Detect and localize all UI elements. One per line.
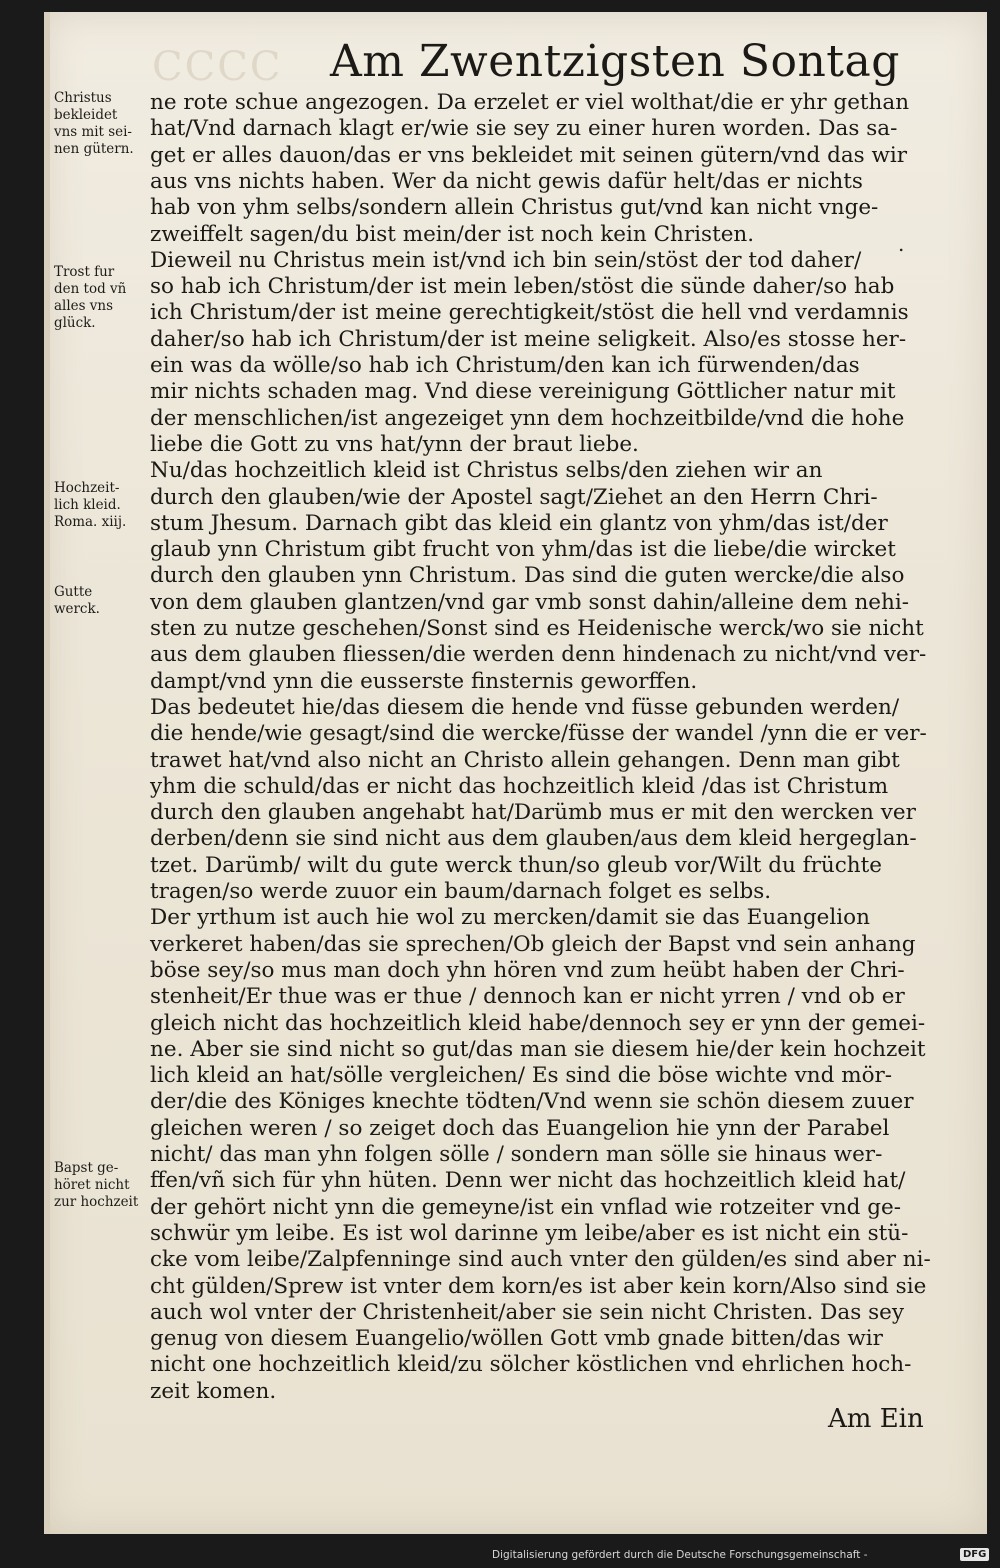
note-line: vns mit sei- (54, 124, 132, 140)
bleed-through-text: CCCC (152, 44, 283, 90)
text-line: aus vns nichts haben. Wer da nicht gewis dafür helt/das er nichts (150, 168, 863, 194)
side-note-gutte-werck (54, 584, 158, 618)
footer-credit: Digitalisierung gefördert durch die Deutsche Forschungsgemeinschaft - (492, 1549, 868, 1561)
note-line: den tod vñ (54, 281, 127, 297)
text-line: derben/denn sie sind nicht aus dem glauben/aus dem kleid hergeglan- (150, 826, 917, 852)
text-line: nicht one hochzeitlich kleid/zu sölcher köstlichen vnd ehrlichen hoch- (150, 1352, 912, 1378)
note-line: bekleidet (54, 107, 118, 123)
note-line: Roma. xiij. (54, 514, 127, 530)
note-line: Christus (54, 90, 112, 106)
note-line: glück. (54, 315, 96, 331)
text-line: Der yrthum ist auch hie wol zu mercken/damit sie das Euangelion (150, 905, 870, 931)
text-line: cke vom leibe/Zalpfenninge sind auch vnter den gülden/es sind aber ni- (150, 1247, 931, 1273)
text-line: die hende/wie gesagt/sind die wercke/füsse der wandel /ynn die er ver- (150, 721, 927, 747)
text-line: ffen/vñ sich für yhn hüten. Denn wer nicht das hochzeitlich kleid hat/ (150, 1168, 906, 1194)
text-line: ne. Aber sie sind nicht so gut/das man sie diesem hie/der kein hochzeit (150, 1036, 926, 1062)
text-line: der/die des Königes knechte tödten/Vnd wenn sie schön diesem zuuer (150, 1089, 914, 1115)
note-line: lich kleid. (54, 497, 121, 513)
note-line: Gutte (54, 584, 93, 600)
text-line: so hab ich Christum/der ist mein leben/stöst die sünde daher/so hab (150, 274, 895, 300)
side-note-trost (54, 264, 158, 332)
text-line: hab von yhm selbs/sondern allein Christus gut/vnd kan nicht vnge- (150, 195, 879, 221)
running-head: Am Zwentzigsten Sontag (330, 36, 900, 87)
text-line: von dem glauben glantzen/vnd gar vmb sonst dahin/alleine dem nehi- (150, 589, 910, 615)
text-line: zeit komen. (150, 1378, 277, 1404)
text-line: hat/Vnd darnach klagt er/wie sie sey zu einer huren worden. Das sa- (150, 116, 898, 142)
text-line: dampt/vnd ynn die eusserste finsternis geworffen. (150, 668, 698, 694)
text-line: durch den glauben/wie der Apostel sagt/Ziehet an den Herrn Chri- (150, 484, 878, 510)
text-line: stum Jhesum. Darnach gibt das kleid ein glantz von yhm/das ist/der (150, 510, 888, 536)
text-line: yhm die schuld/das er nicht das hochzeitlich kleid /das ist Christum (150, 773, 889, 799)
text-line: glaub ynn Christum gibt frucht von yhm/das ist die liebe/die wircket (150, 537, 896, 563)
note-line: Bapst ge- (54, 1160, 119, 1176)
side-note-hochzeit (54, 480, 158, 531)
text-line: cht gülden/Sprew ist vnter dem korn/es ist aber kein korn/Also sind sie (150, 1273, 927, 1299)
text-line: lich kleid an hat/sölle vergleichen/ Es sind die böse wichte vnd mör- (150, 1063, 893, 1089)
text-line: genug von diesem Euangelio/wöllen Gott vmb gnade bitten/das wir (150, 1326, 883, 1352)
text-line: durch den glauben ynn Christum. Das sind die guten wercke/die also (150, 563, 905, 589)
text-line: der gehört nicht ynn die gemeyne/ist ein vnflad wie rotzeiter vnd ge- (150, 1194, 901, 1220)
text-line: aus dem glauben fliessen/die werden denn hindenach zu nicht/vnd ver- (150, 642, 927, 668)
stray-mark: . (898, 232, 905, 256)
text-line: der menschlichen/ist angezeiget ynn dem hochzeitbilde/vnd die hohe (150, 405, 905, 431)
text-line: zweiffelt sagen/du bist mein/der ist noch kein Christen. (150, 221, 755, 247)
text-line: trawet hat/vnd also nicht an Christo allein gehangen. Denn man gibt (150, 747, 900, 773)
text-line: nicht/ das man yhn folgen sölle / sondern man sölle sie hinaus wer- (150, 1142, 883, 1167)
text-line: tzet. Darümb/ wilt du gute werck thun/so gleub vor/Wilt du früchte (150, 852, 882, 878)
text-line: sten zu nutze geschehen/Sonst sind es Heidenische werck/wo sie nicht (150, 616, 924, 641)
catchword: Am Ein (828, 1404, 924, 1434)
side-note-bapst (54, 1160, 158, 1211)
text-line: verkeret haben/das sie sprechen/Ob gleich der Bapst vnd sein anhang (150, 931, 916, 957)
text-line: Das bedeutet hie/das diesem die hende vnd füsse gebunden werden/ (150, 694, 900, 720)
text-line: durch den glauben angehabt hat/Darümb mus er mit den wercken ver (150, 800, 916, 826)
text-line: mir nichts schaden mag. Vnd diese vereinigung Göttlicher natur mit (150, 379, 896, 405)
text-line: get er alles dauon/das er vns bekleidet mit seinen gütern/vnd das wir (150, 142, 908, 168)
text-line: gleichen weren / so zeiget doch das Euangelion hie ynn der Parabel (150, 1115, 890, 1141)
side-note-christus (54, 90, 158, 158)
note-line: Trost fur (54, 264, 115, 280)
note-line: Hochzeit- (54, 480, 120, 496)
note-line: nen gütern. (54, 141, 134, 157)
note-line: werck. (54, 601, 100, 617)
text-line: daher/so hab ich Christum/der ist meine seligkeit. Also/es stosse her- (150, 326, 907, 352)
text-line: stenheit/Er thue was er thue / dennoch kan er nicht yrren / vnd ob er (150, 984, 905, 1010)
text-line: liebe die Gott zu vns hat/ynn der braut liebe. (150, 431, 639, 457)
text-line: schwür ym leibe. Es ist wol darinne ym leibe/aber es ist nicht ein stü- (150, 1220, 909, 1246)
text-line: tragen/so werde zuuor ein baum/darnach folget es selbs. (150, 879, 772, 904)
text-line: ich Christum/der ist meine gerechtigkeit/stöst die hell vnd verdamnis (150, 300, 909, 326)
text-line: auch wol vnter der Christenheit/aber sie sein nicht Christen. Das sey (150, 1299, 905, 1325)
note-line: alles vns (54, 298, 114, 314)
page-edge (44, 12, 50, 1534)
text-line: Dieweil nu Christus mein ist/vnd ich bin sein/stöst der tod daher/ (150, 247, 862, 273)
text-line: böse sey/so mus man doch yhn hören vnd zum heübt haben der Chri- (150, 957, 905, 983)
note-line: höret nicht (54, 1177, 130, 1193)
text-line: ne rote schue angezogen. Da erzelet er viel wolthat/die er yhr gethan (150, 90, 910, 115)
text-line: gleich nicht das hochzeitlich kleid habe/dennoch sey er ynn der gemei- (150, 1010, 926, 1036)
note-line: zur hochzeit (54, 1194, 139, 1210)
text-line: Nu/das hochzeitlich kleid ist Christus selbs/den ziehen wir an (150, 458, 823, 484)
text-line: ein was da wölle/so hab ich Christum/den kan ich fürwenden/das (150, 353, 860, 378)
dfg-logo: DFG (960, 1548, 989, 1561)
